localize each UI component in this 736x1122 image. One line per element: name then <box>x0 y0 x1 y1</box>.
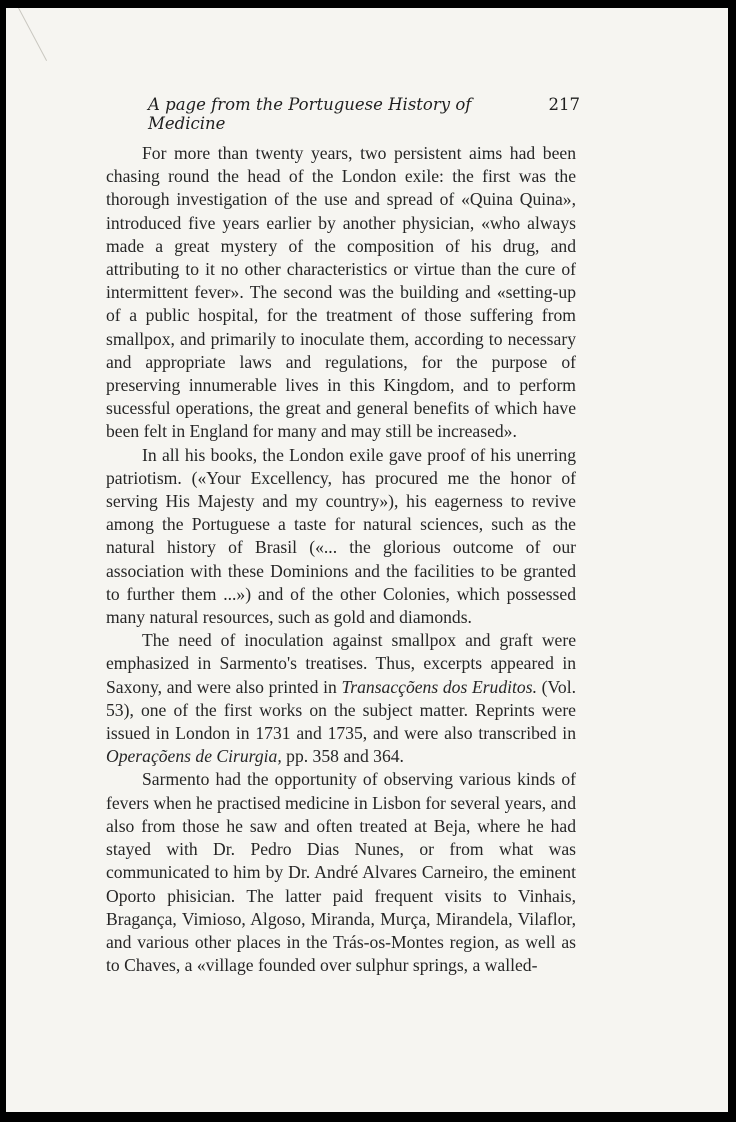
paragraph-3 <box>106 629 576 768</box>
paragraph-3-text-c: pp. 358 and 364. <box>281 746 404 767</box>
book-title-italic: Operaçõens de Cirurgia, <box>106 746 282 767</box>
paragraph-3-text-a: The need of inoculation against smallpox and graft were emphasized in Sarmento's treatises. Thus, excerpts appeared in Saxony, and were also printed in <box>106 630 576 697</box>
paragraph-3-text-b: (Vol. 53), one of the first works on the subject matter. Reprints were issued in London in 1731 and 1735, and were also transcribed in <box>106 676 577 744</box>
paragraph-2: In all his books, the London exile gave proof of his unerring patriotism. («Your Excellency, has procured me the honor of serving His Majesty and my country»), his eagerness to revive among the Portuguese a taste for natural sciences, such as the natural history of Brasil («... the glorious outcome of our association with these Dominions and the facilities to be granted to further them ...») and of the other Colonies, which possessed many natural resources, such as gold and diamonds. <box>106 444 576 628</box>
body-text <box>106 142 576 977</box>
scan-artifact-line <box>18 8 47 61</box>
scanned-page <box>6 8 728 1112</box>
paragraph-4: Sarmento had the opportunity of observing various kinds of fevers when he practised medicine in Lisbon for several years, and also from those he saw and often treated at Beja, where he had stayed with Dr. Pedro Dias Nunes, or from what was communicated to him by Dr. André Alvares Carneiro, the eminent Oporto phisician. The latter paid frequent visits to Vinhais, Bragança, Vimioso, Algoso, Miranda, Murça, Mirandela, Vilaflor, and various other places in the Trás-os-Montes region, as well as to Chaves, a «village founded over sulphur springs, a walled- <box>106 769 576 976</box>
page-number: 217 <box>548 95 580 114</box>
running-title: A page from the Portuguese History of Medicine <box>148 95 472 133</box>
running-header <box>148 95 580 133</box>
journal-title-italic: Transacçõens dos Eruditos. <box>341 676 537 697</box>
paragraph-1: For more than twenty years, two persistent aims had been chasing round the head of the London exile: the first was the thorough investigation of the use and spread of «Quina Quina», introduced five years earlier by another physician, «who always made a great mystery of the composition of his drug, and attributing to it no other characteristics or virtue than the cure of intermittent fever». The second was the building and «setting-up of a public hospital, for the treatment of those suffering from smallpox, and primarily to inoculate them, according to necessary and appropriate laws and regulations, for the purpose of preserving innumerable lives in this Kingdom, and to perform sucessful operations, the great and general benefits of which have been felt in England for many and may still be increased». <box>106 143 576 442</box>
